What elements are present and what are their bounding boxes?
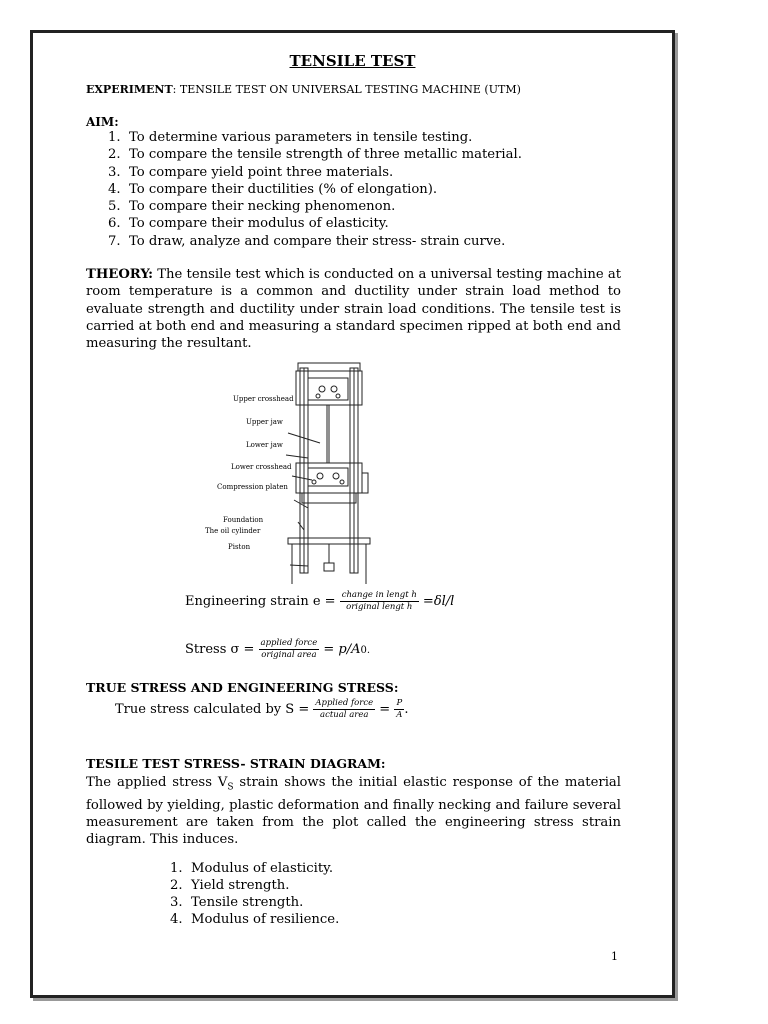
theory-text: The tensile test which is conducted on a universal testing machine at room temperature is a common and ductility under strain load method to evaluate strength and ductility under strain load conditions. The tensile test is carried at both end and measuring a standard specimen ripped at both end and measuring the resultant. (86, 267, 621, 352)
engineering-strain-equation: Engineering strain e = $\frac{\text{change in lengt h}}{\text{original lengt h}}$ =δl/l (185, 590, 455, 612)
aim-heading: AIM: (86, 115, 119, 129)
stress-strain-diagram-heading: TESILE TEST STRESS- STRAIN DIAGRAM: (86, 756, 386, 771)
aim-item: 7. To draw, analyze and compare their stress- strain curve. (108, 233, 506, 249)
aim-item: 1. To determine various parameters in tensile testing. (108, 130, 473, 145)
diagram-item: 4. Modulus of resilience. (170, 912, 340, 927)
aim-item: 5. To compare their necking phenomenon. (108, 199, 396, 215)
label-lower-crosshead: Lower crosshead (231, 463, 292, 471)
aim-item: 4. To compare their ductilities (% of elongation). (108, 181, 438, 197)
page-frame (30, 30, 675, 998)
theory-label: THEORY: (86, 267, 154, 282)
label-lower-jaw: Lower jaw (246, 441, 283, 449)
aim-item: 6. To compare their modulus of elasticity. (108, 216, 389, 232)
diagram-list (170, 860, 339, 928)
diagram-item: 3. Tensile strength. (170, 895, 304, 910)
true-stress-equation: True stress calculated by S = $\frac{\text{Applied force}}{\text{actual area}}$ = $\frac{P}{A}$ . (115, 698, 409, 720)
experiment-label: EXPERIMENT (86, 83, 173, 96)
theory-paragraph (86, 266, 621, 352)
true-stress-heading: TRUE STRESS AND ENGINEERING STRESS: (86, 680, 399, 695)
document-title: TENSILE TEST (289, 52, 416, 70)
page-number: 1 (611, 950, 618, 963)
label-foundation: Foundation (223, 516, 264, 524)
label-piston: Piston (228, 543, 251, 551)
diagram-item: 1. Modulus of elasticity. (170, 861, 334, 876)
aim-list (108, 129, 522, 250)
label-oil-cylinder: The oil cylinder (205, 527, 261, 535)
strain-fraction: $\frac{\text{change in lengt h}}{\text{original lengt h}}$ (341, 590, 417, 612)
diagram-item: 2. Yield strength. (170, 878, 290, 893)
stress-fraction: $\frac{\text{applied force}}{\text{original area}}$ (260, 638, 318, 660)
experiment-line (86, 83, 521, 96)
aim-item: 3. To compare yield point three materials. (108, 164, 394, 180)
stress-strain-paragraph: The applied stress $V_S$ strain shows the initial elastic response of the material followed by yielding, plastic deformation and finally necking and failure several measurement are taken from the plot called the engineering stress strain diagram. This induces. (86, 775, 621, 847)
stress-equation: Stress σ = $\frac{\text{applied force}}{\text{original area}}$ = p/A0. (185, 638, 371, 660)
label-upper-jaw: Upper jaw (246, 418, 283, 426)
aim-item: 2. To compare the tensile strength of three metallic material. (108, 147, 522, 163)
experiment-text: : TENSILE TEST ON UNIVERSAL TESTING MACHINE (UTM) (172, 83, 521, 96)
label-upper-crosshead: Upper crosshead (233, 395, 294, 403)
label-compression-platen: Compression platen (217, 483, 288, 491)
